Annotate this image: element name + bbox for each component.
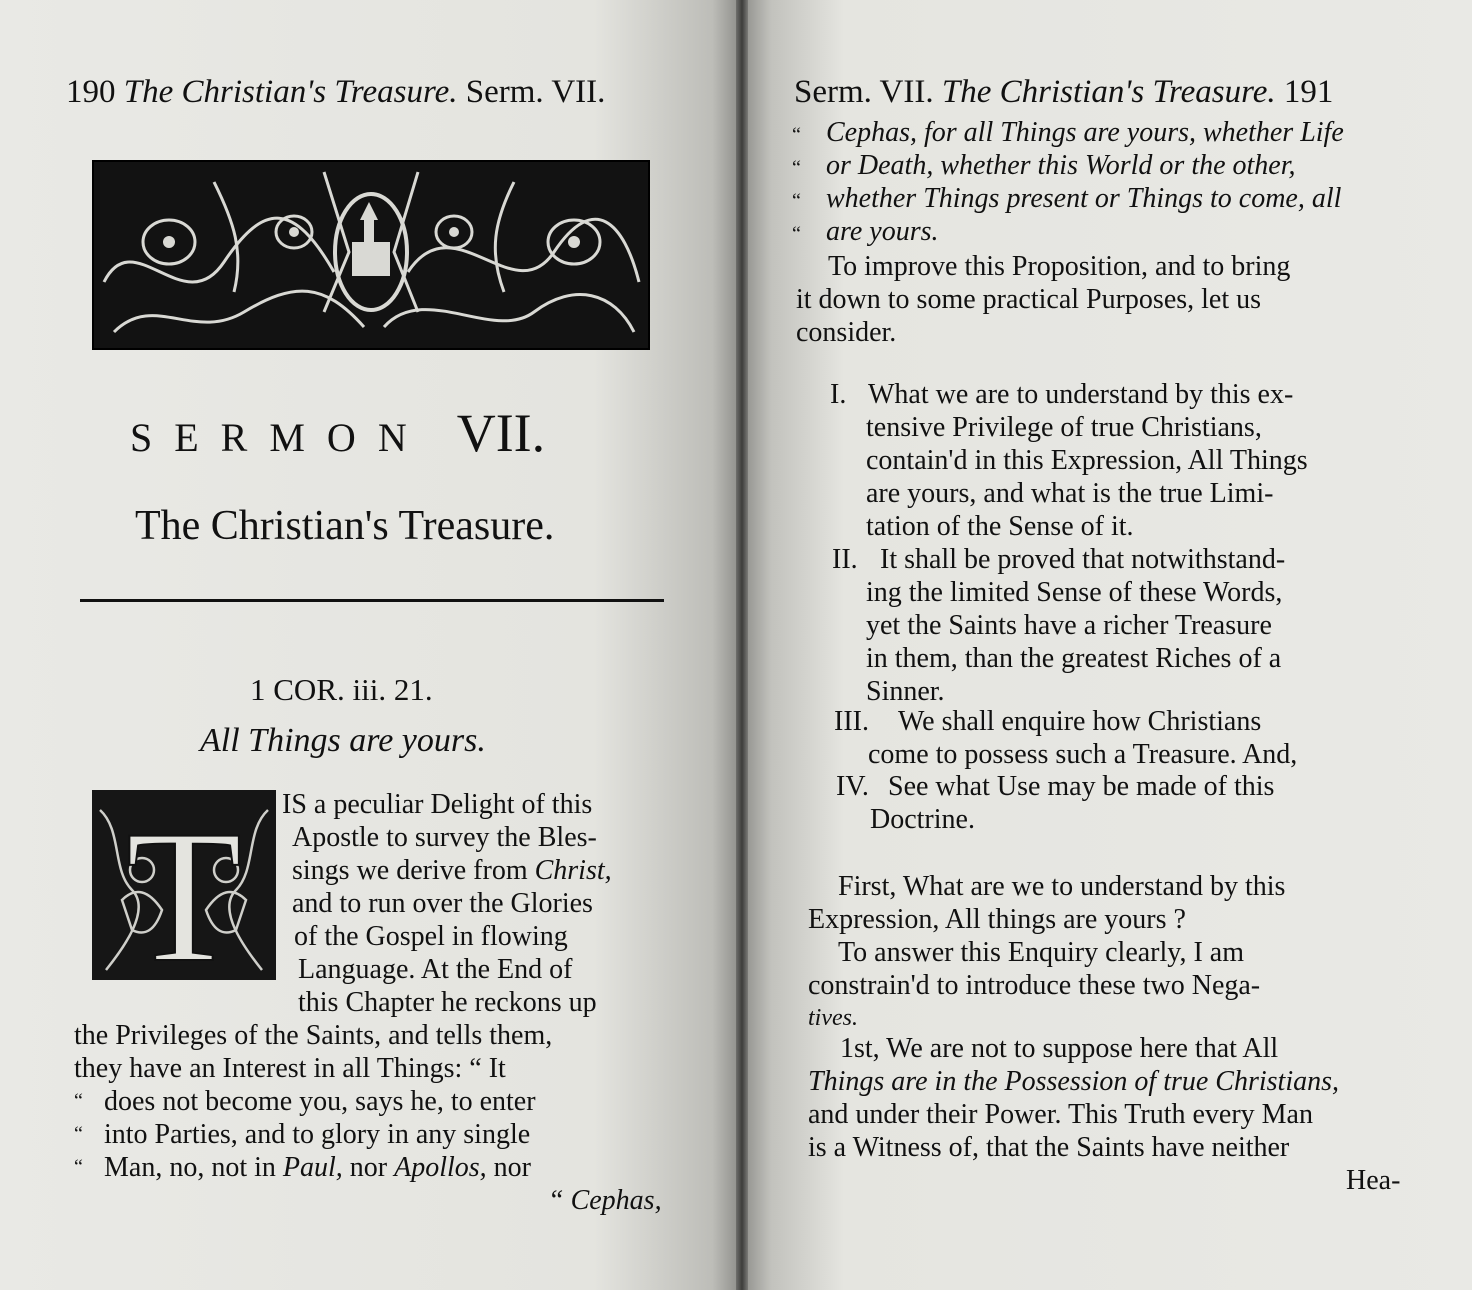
point-3-line-2: come to possess such a Treasure. And,: [868, 739, 1298, 770]
body-line-11: into Parties, and to glory in any single: [104, 1119, 531, 1150]
running-title-right: The Christian's Treasure.: [941, 74, 1276, 110]
quote-mark-3: “: [74, 1156, 83, 1178]
body-line-1: IS a peculiar Delight of this: [282, 789, 593, 820]
running-title-left: The Christian's Treasure.: [123, 74, 458, 110]
point-2-line-1: It shall be proved that notwithstand-: [880, 544, 1286, 575]
body-line-10: does not become you, says he, to enter: [104, 1086, 536, 1117]
first-line-7: Things are in the Possession of true Christians,: [808, 1066, 1340, 1097]
first-line-8: and under their Power. This Truth every Man: [808, 1099, 1313, 1130]
nor-1: nor: [349, 1152, 388, 1183]
point-3-line-1: We shall enquire how Christians: [898, 706, 1262, 737]
point-4-line-1: See what Use may be made of this: [888, 771, 1275, 802]
body-line-12: [104, 1151, 531, 1184]
sermon-heading: [130, 402, 545, 464]
body-line-4: and to run over the Glories: [292, 888, 593, 919]
quote-mark-r2: “: [792, 157, 801, 179]
first-line-4: constrain'd to introduce these two Nega-: [808, 970, 1261, 1001]
running-section-left: Serm. VII.: [465, 74, 606, 110]
first-line-3: To answer this Enquiry clearly, I am: [838, 937, 1244, 968]
point-1-number: I.: [830, 379, 847, 410]
body-line-8: the Privileges of the Saints, and tells them,: [74, 1020, 553, 1051]
body-line-3-text: sings we derive from: [292, 855, 528, 886]
quote-mark-2: “: [74, 1123, 83, 1145]
body-line-5: of the Gospel in flowing: [294, 921, 568, 952]
italic-christ: Christ,: [534, 855, 612, 886]
point-4-number: IV.: [836, 771, 869, 802]
running-head-left: [66, 74, 605, 111]
intro-line-3: consider.: [796, 317, 897, 348]
point-4-line-2: Doctrine.: [870, 804, 975, 835]
first-line-6: 1st, We are not to suppose here that All: [840, 1033, 1279, 1064]
point-2-line-4: in them, than the greatest Riches of a: [866, 643, 1282, 674]
point-3-number: III.: [834, 706, 869, 737]
quote-mark-r1: “: [792, 124, 801, 146]
intro-line-1: To improve this Proposition, and to bring: [828, 251, 1291, 282]
quote-mark-r3: “: [792, 190, 801, 212]
point-1-line-3: contain'd in this Expression, All Things: [866, 445, 1308, 476]
sermon-word: SERMON: [130, 415, 429, 460]
page-number-left: 190: [66, 74, 116, 110]
right-page: [742, 0, 1472, 1290]
drop-cap-letter: T: [125, 792, 243, 980]
body-line-6: Language. At the End of: [298, 954, 573, 985]
quote-mark-r4: “: [792, 223, 801, 245]
point-1-line-5: tation of the Sense of it.: [866, 511, 1134, 542]
running-section-right: Serm. VII.: [794, 74, 934, 110]
page-number-right: 191: [1283, 74, 1334, 110]
italic-paul: Paul,: [282, 1152, 343, 1183]
italic-apollos: Apollos,: [394, 1152, 487, 1183]
point-2-number: II.: [832, 544, 858, 575]
sermon-title: The Christian's Treasure.: [135, 503, 555, 549]
drop-cap-ornament: [92, 790, 276, 980]
point-1-line-2: tensive Privilege of true Christians,: [866, 412, 1262, 443]
quote-line-1: Cephas, for all Things are yours, whether Life: [826, 117, 1344, 148]
quote-line-4: are yours.: [826, 216, 939, 247]
catchword-left: “ Cephas,: [548, 1185, 662, 1216]
point-2-line-2: ing the limited Sense of these Words,: [866, 577, 1283, 608]
horizontal-rule: [80, 599, 664, 602]
body-line-12-text: Man, no, not in: [104, 1152, 276, 1183]
body-line-7: this Chapter he reckons up: [298, 987, 597, 1018]
first-line-9: is a Witness of, that the Saints have neither: [808, 1132, 1290, 1163]
point-1-line-4: are yours, and what is the true Limi-: [866, 478, 1274, 509]
first-line-1: First, What are we to understand by this: [838, 871, 1286, 902]
nor-2: nor: [493, 1152, 531, 1183]
point-2-line-3: yet the Saints have a richer Treasure: [866, 610, 1272, 641]
catchword-right: Hea-: [1346, 1165, 1401, 1196]
body-line-2: Apostle to survey the Bles-: [292, 822, 597, 853]
book-gutter: [736, 0, 748, 1290]
woodcut-headpiece-ornament: [92, 160, 650, 350]
scripture-citation: 1 COR. iii. 21.: [250, 672, 433, 707]
body-line-9: they have an Interest in all Things: “ It: [74, 1053, 506, 1084]
point-2-line-5: Sinner.: [866, 676, 945, 707]
scripture-text: All Things are yours.: [200, 722, 486, 759]
point-1-line-1: What we are to understand by this ex-: [868, 379, 1294, 410]
intro-line-2: it down to some practical Purposes, let us: [796, 284, 1262, 315]
body-line-3: [292, 854, 612, 887]
quote-line-3: whether Things present or Things to come, all: [826, 183, 1342, 214]
first-line-5: tives.: [808, 1005, 858, 1031]
quote-mark-1: “: [74, 1090, 83, 1112]
first-line-2: Expression, All things are yours ?: [808, 904, 1186, 935]
quote-line-2: or Death, whether this World or the other,: [826, 150, 1296, 181]
sermon-number: VII.: [456, 403, 546, 463]
running-head-right: [794, 74, 1333, 111]
